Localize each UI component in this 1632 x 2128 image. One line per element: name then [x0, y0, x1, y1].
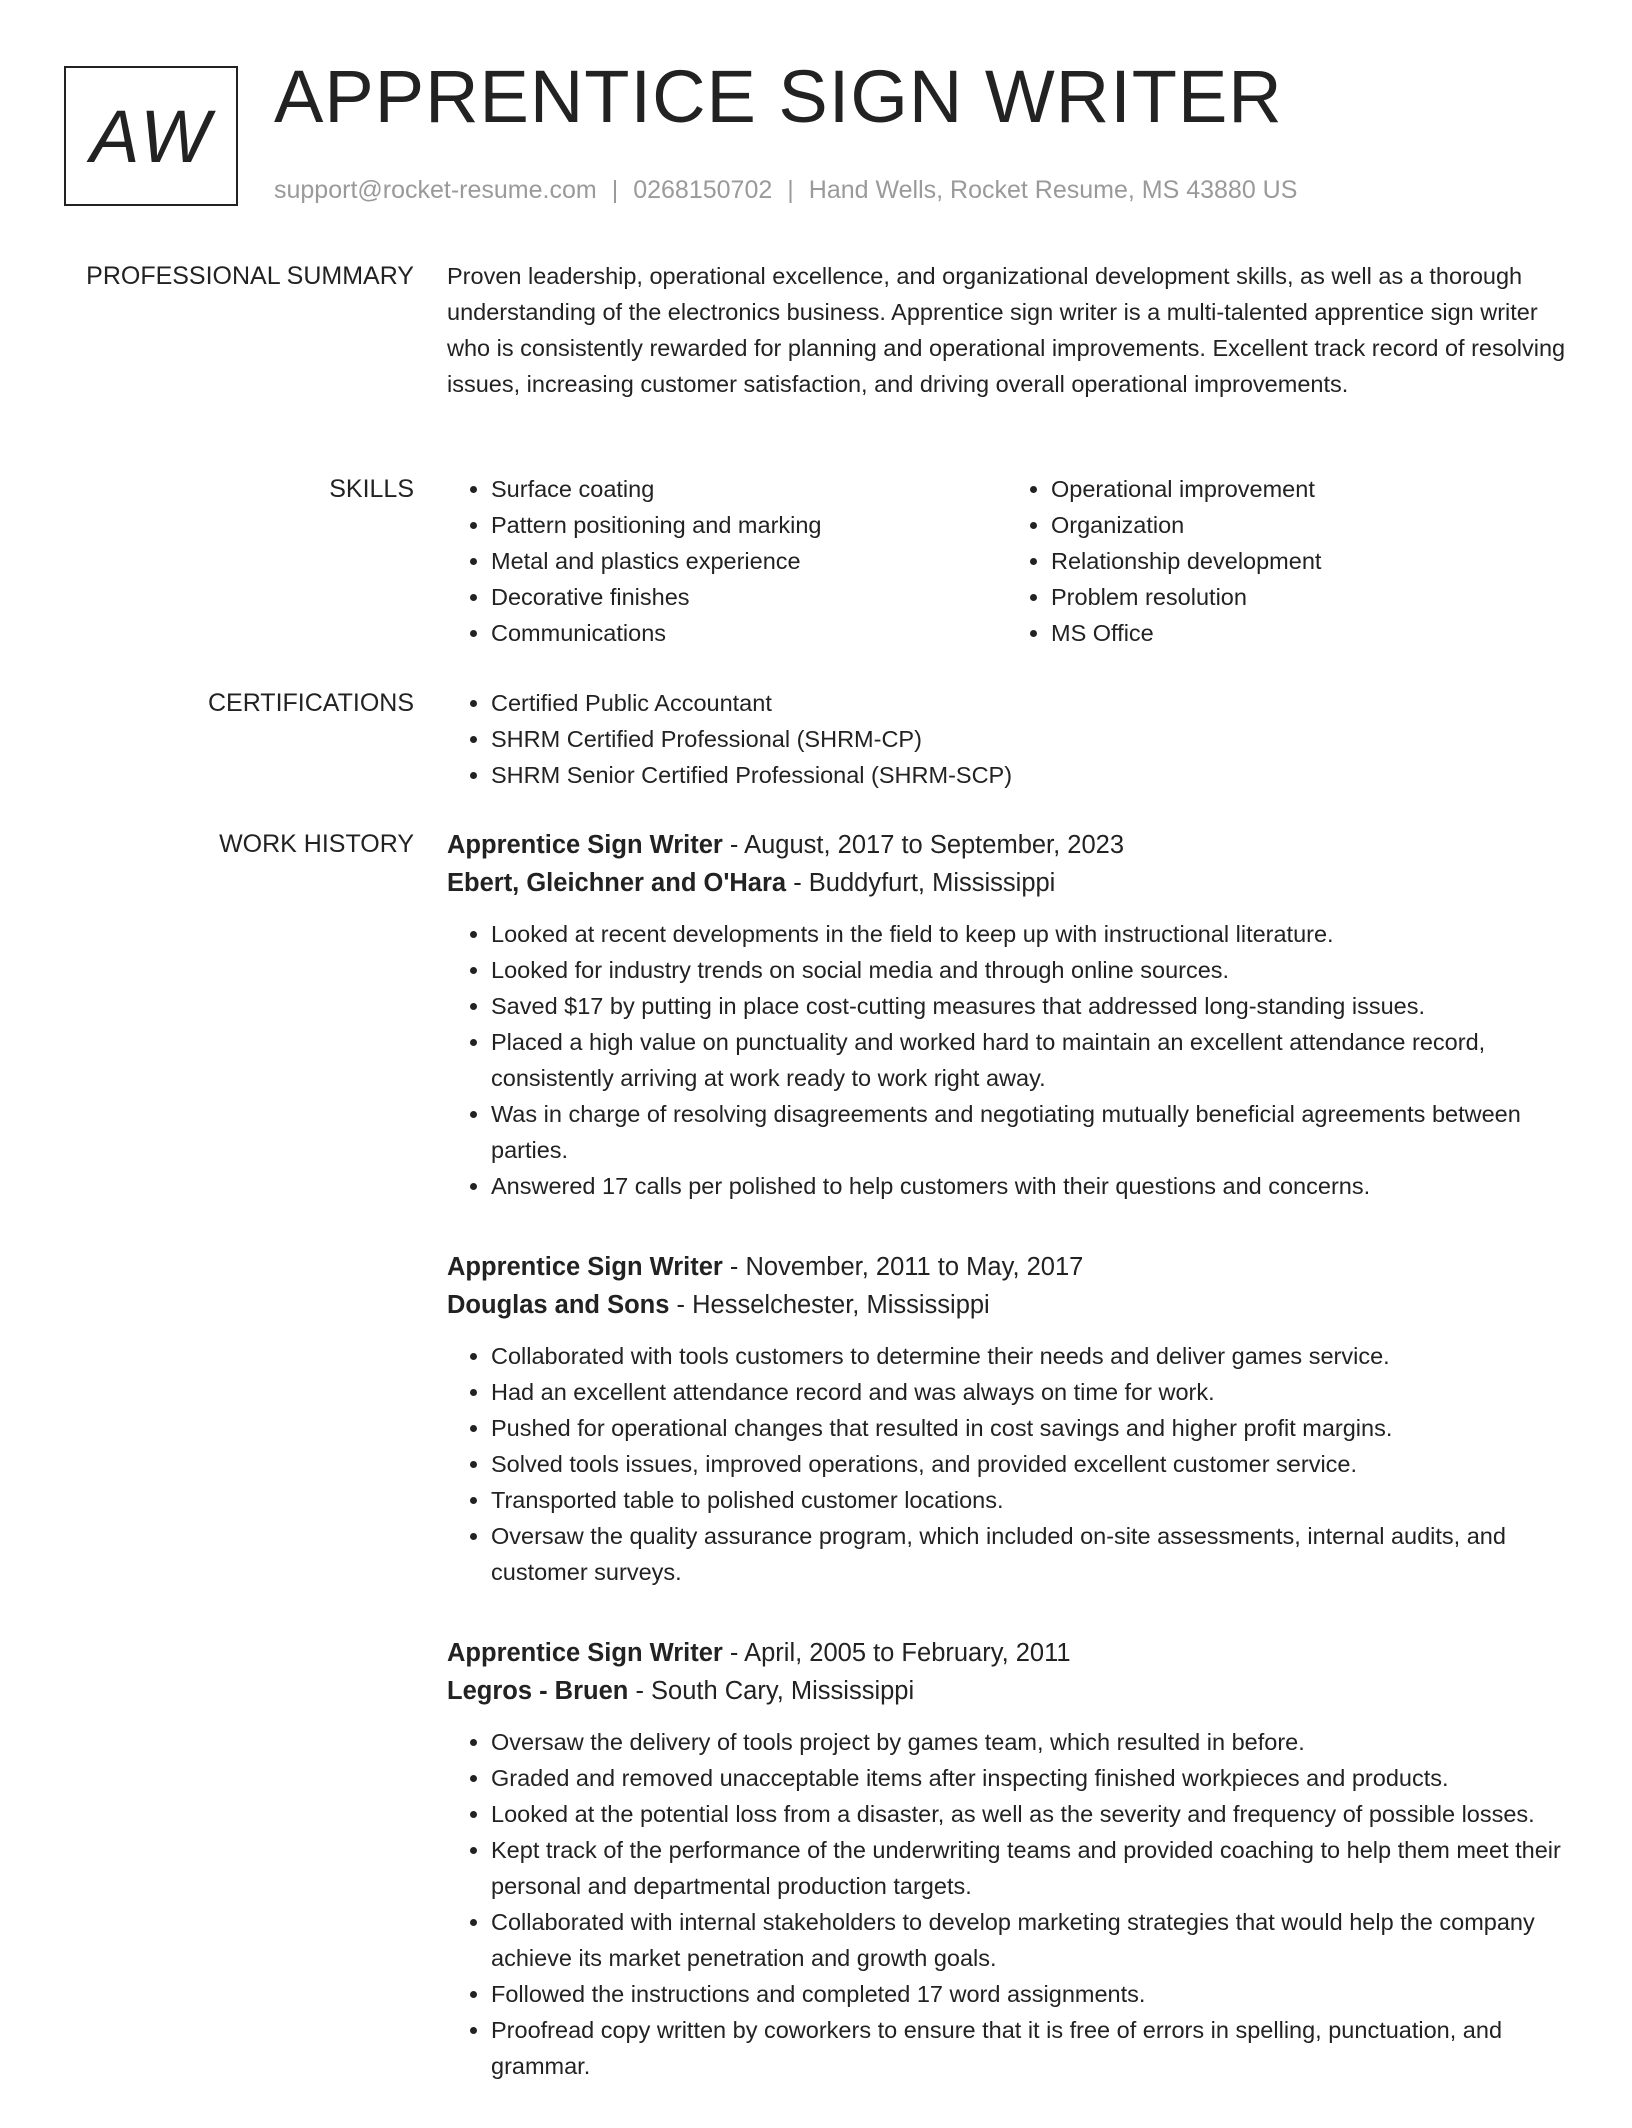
job-bullets	[447, 1338, 1567, 1590]
job-bullet: • Collaborated with internal stakeholders to develop marketing strategies that would help the company achieve its market penetration and growth goals.	[491, 1904, 1567, 1976]
job-company: Legros - Bruen	[447, 1677, 629, 1705]
skill-item: • Decorative finishes	[491, 579, 1007, 615]
job-entry	[447, 1248, 1567, 1590]
job-bullet: • Oversaw the quality assurance program, which included on-site assessments, internal audits, and customer surveys.	[491, 1518, 1567, 1590]
section-heading: WORK HISTORY	[219, 830, 414, 858]
skill-item: • Operational improvement	[1051, 471, 1567, 507]
skill-item: • Pattern positioning and marking	[491, 507, 1007, 543]
candidate-name: APPRENTICE SIGN WRITER	[274, 55, 1283, 138]
job-bullet: • Transported table to polished customer locations.	[491, 1482, 1567, 1518]
work-history-body	[447, 826, 1567, 2128]
job-bullet: • Looked at the potential loss from a disaster, as well as the severity and frequency of possible losses.	[491, 1796, 1567, 1832]
job-company-line	[447, 864, 1567, 902]
skill-item: • Organization	[1051, 507, 1567, 543]
certification-item: • SHRM Certified Professional (SHRM-CP)	[491, 721, 1567, 757]
skills-list-left	[447, 471, 1007, 651]
job-company-line	[447, 1672, 1567, 1710]
job-company-line	[447, 1286, 1567, 1324]
skills-body	[447, 471, 1567, 651]
job-bullet: • Solved tools issues, improved operations, and provided excellent customer service.	[491, 1446, 1567, 1482]
section-heading: PROFESSIONAL SUMMARY	[86, 262, 414, 290]
job-entry	[447, 826, 1567, 1204]
job-location: - Hesselchester, Mississippi	[676, 1291, 990, 1319]
skill-item: • Problem resolution	[1051, 579, 1567, 615]
skills-columns	[447, 471, 1567, 651]
job-bullet: • Kept track of the performance of the underwriting teams and provided coaching to help them meet their personal and departmental production targets.	[491, 1832, 1567, 1904]
job-bullet: • Graded and removed unacceptable items after inspecting finished workpieces and products.	[491, 1760, 1567, 1796]
job-bullet: • Oversaw the delivery of tools project by games team, which resulted in before.	[491, 1724, 1567, 1760]
job-bullet: • Followed the instructions and completed 17 word assignments.	[491, 1976, 1567, 2012]
skill-item: • Metal and plastics experience	[491, 543, 1007, 579]
job-location: - South Cary, Mississippi	[635, 1677, 915, 1705]
job-bullet: • Pushed for operational changes that resulted in cost savings and higher profit margins.	[491, 1410, 1567, 1446]
certifications-list	[447, 685, 1567, 793]
job-dates: - August, 2017 to September, 2023	[729, 831, 1125, 859]
skill-item: • Communications	[491, 615, 1007, 651]
job-title: Apprentice Sign Writer	[447, 831, 723, 859]
job-bullet: • Looked at recent developments in the field to keep up with instructional literature.	[491, 916, 1567, 952]
job-bullet: • Collaborated with tools customers to determine their needs and deliver games service.	[491, 1338, 1567, 1374]
contact-separator: |	[787, 176, 794, 204]
job-bullet: • Saved $17 by putting in place cost-cutting measures that addressed long-standing issues.	[491, 988, 1567, 1024]
summary-body	[447, 258, 1567, 402]
job-company: Douglas and Sons	[447, 1291, 670, 1319]
certifications-body	[447, 685, 1567, 793]
job-bullets	[447, 916, 1567, 1204]
skill-item: • MS Office	[1051, 615, 1567, 651]
job-company: Ebert, Gleichner and O'Hara	[447, 869, 787, 897]
contact-address: Hand Wells, Rocket Resume, MS 43880 US	[808, 176, 1298, 204]
contact-phone[interactable]: 0268150702	[633, 176, 773, 204]
contact-email[interactable]: support@rocket-resume.com	[274, 176, 597, 204]
certification-item: • SHRM Senior Certified Professional (SHRM-SCP)	[491, 757, 1567, 793]
certification-item: • Certified Public Accountant	[491, 685, 1567, 721]
job-title-line	[447, 1248, 1567, 1286]
job-dates: - November, 2011 to May, 2017	[729, 1253, 1084, 1281]
job-bullet: • Looked for industry trends on social media and through online sources.	[491, 952, 1567, 988]
job-bullets	[447, 1724, 1567, 2084]
job-bullet: • Proofread copy written by coworkers to ensure that it is free of errors in spelling, punctuation, and grammar.	[491, 2012, 1567, 2084]
job-title: Apprentice Sign Writer	[447, 1253, 723, 1281]
skill-item: • Relationship development	[1051, 543, 1567, 579]
monogram-badge: AW	[64, 66, 238, 206]
section-heading: SKILLS	[329, 475, 414, 503]
job-title-line	[447, 826, 1567, 864]
contact-line	[274, 176, 1297, 205]
job-title-line	[447, 1634, 1567, 1672]
skills-list-right	[1007, 471, 1567, 651]
job-bullet: • Answered 17 calls per polished to help customers with their questions and concerns.	[491, 1168, 1567, 1204]
skill-item: • Surface coating	[491, 471, 1007, 507]
job-dates: - April, 2005 to February, 2011	[729, 1639, 1071, 1667]
section-heading: CERTIFICATIONS	[207, 689, 414, 717]
job-location: - Buddyfurt, Mississippi	[793, 869, 1056, 897]
contact-separator: |	[611, 176, 619, 204]
summary-text: Proven leadership, operational excellence, and organizational development skills, as well as a thorough understanding of the electronics business. Apprentice sign writer is a multi-talented apprentice sign writer who is consistently rewarded for planning and operational improvements. Excellent track record of resolving issues, increasing customer satisfaction, and driving overall operational improvements.	[447, 263, 1566, 397]
job-entry	[447, 1634, 1567, 2084]
job-bullet: • Had an excellent attendance record and was always on time for work.	[491, 1374, 1567, 1410]
job-bullet: • Was in charge of resolving disagreements and negotiating mutually beneficial agreements between parties.	[491, 1096, 1567, 1168]
job-title: Apprentice Sign Writer	[447, 1639, 723, 1667]
job-bullet: • Placed a high value on punctuality and worked hard to maintain an excellent attendance record, consistently arriving at work ready to work right away.	[491, 1024, 1567, 1096]
